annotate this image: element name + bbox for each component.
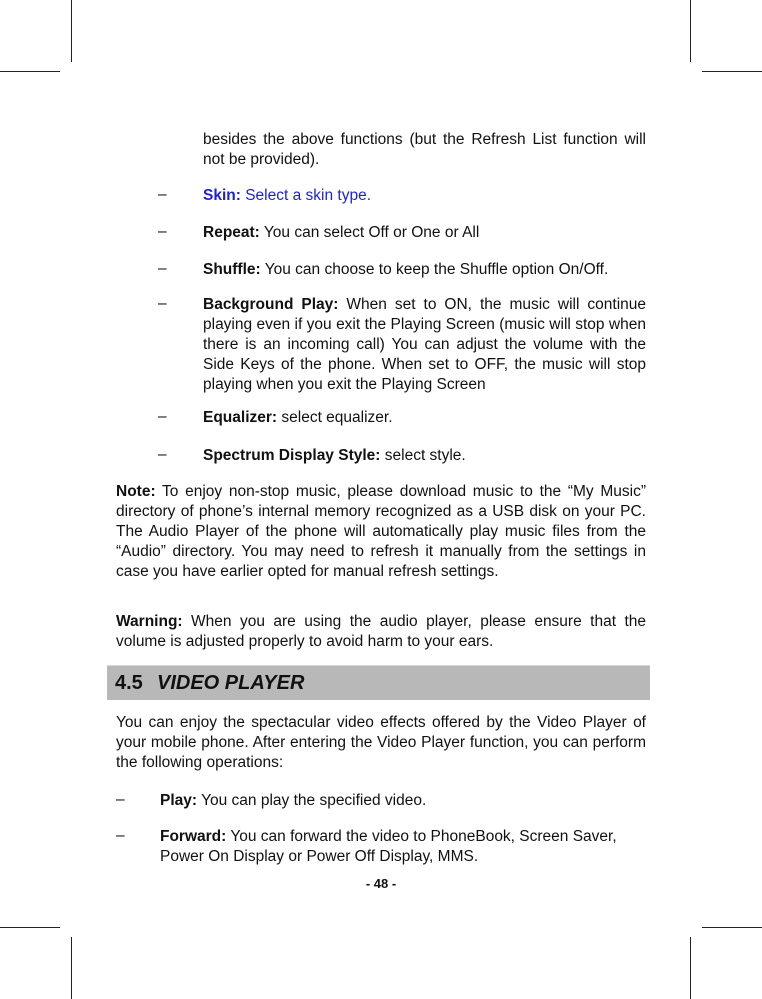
crop-mark-top-right-h xyxy=(702,71,762,72)
item-text: When set to ON, the music will continue playing even if you exit the Playing Screen (music will stop when there is an incoming call) You can adjust the volume with the Side Keys of the phone. When set to OFF, the music will stop playing when you exit the Playing Screen xyxy=(203,296,646,393)
dash-bullet: – xyxy=(116,827,125,844)
crop-mark-top-left-v xyxy=(71,0,72,62)
list-item-spectrum-style xyxy=(203,446,646,466)
crop-mark-bottom-left-h xyxy=(0,927,60,928)
dash-bullet: – xyxy=(116,791,125,808)
dash-bullet: – xyxy=(158,446,167,463)
item-label: Forward: xyxy=(160,828,227,845)
dash-bullet: – xyxy=(158,186,167,203)
dash-bullet: – xyxy=(158,408,167,425)
warning-text: When you are using the audio player, please ensure that the volume is adjusted properly to avoid harm to your ears. xyxy=(116,613,646,650)
item-label: Repeat: xyxy=(203,224,260,241)
crop-mark-top-left-h xyxy=(0,71,60,72)
item-text: select style. xyxy=(380,447,466,464)
note-text: To enjoy non-stop music, please download music to the “My Music” directory of phone’s internal memory recognized as a USB disk on your PC. The Audio Player of the phone will automatically play music files from the “Audio” directory. You may need to refresh it manually from the settings in case you have earlier opted for manual refresh settings. xyxy=(116,483,646,580)
dash-bullet: – xyxy=(158,295,167,312)
list-item-play xyxy=(160,791,650,811)
dash-bullet: – xyxy=(158,260,167,277)
dash-bullet: – xyxy=(158,223,167,240)
crop-mark-top-right-v xyxy=(690,0,691,62)
item-text: Select a skin type. xyxy=(240,187,371,204)
video-intro-paragraph: You can enjoy the spectacular video effects offered by the Video Player of your mobile phone. After entering the Video Player function, you can perform the following operations: xyxy=(116,714,646,771)
list-item-skin xyxy=(203,186,646,206)
item-label: Shuffle: xyxy=(203,261,261,278)
crop-mark-bottom-right-h xyxy=(702,927,762,928)
item-label: Spectrum Display Style: xyxy=(203,447,381,464)
continuation-text: besides the above functions (but the Refresh List function will not be provided). xyxy=(203,131,646,168)
item-text: You can choose to keep the Shuffle option On/Off. xyxy=(260,261,609,278)
section-number: 4.5 xyxy=(115,672,143,694)
item-text: select equalizer. xyxy=(277,409,393,426)
page-number: - 48 - xyxy=(365,876,397,891)
warning-label: Warning: xyxy=(116,613,183,630)
list-item-equalizer xyxy=(203,408,646,428)
item-label: Play: xyxy=(160,792,198,809)
item-text: You can forward the video to PhoneBook, Screen Saver, Power On Display or Power Off Display, MMS. xyxy=(160,828,617,865)
item-text: You can select Off or One or All xyxy=(259,224,480,241)
crop-mark-bottom-right-v xyxy=(690,937,691,999)
list-item-forward xyxy=(160,827,652,867)
crop-mark-bottom-left-v xyxy=(71,937,72,999)
item-label: Equalizer: xyxy=(203,409,278,426)
warning-paragraph xyxy=(116,612,646,652)
section-title: VIDEO PLAYER xyxy=(157,672,305,694)
section-heading xyxy=(107,665,650,700)
note-label: Note: xyxy=(116,483,156,500)
item-label: Skin: xyxy=(203,187,241,204)
list-item-background-play xyxy=(203,295,646,395)
item-label: Background Play: xyxy=(203,296,339,313)
note-paragraph xyxy=(116,482,646,582)
list-item-shuffle xyxy=(203,260,646,280)
list-item-repeat xyxy=(203,223,646,243)
item-text: You can play the specified video. xyxy=(197,792,427,809)
